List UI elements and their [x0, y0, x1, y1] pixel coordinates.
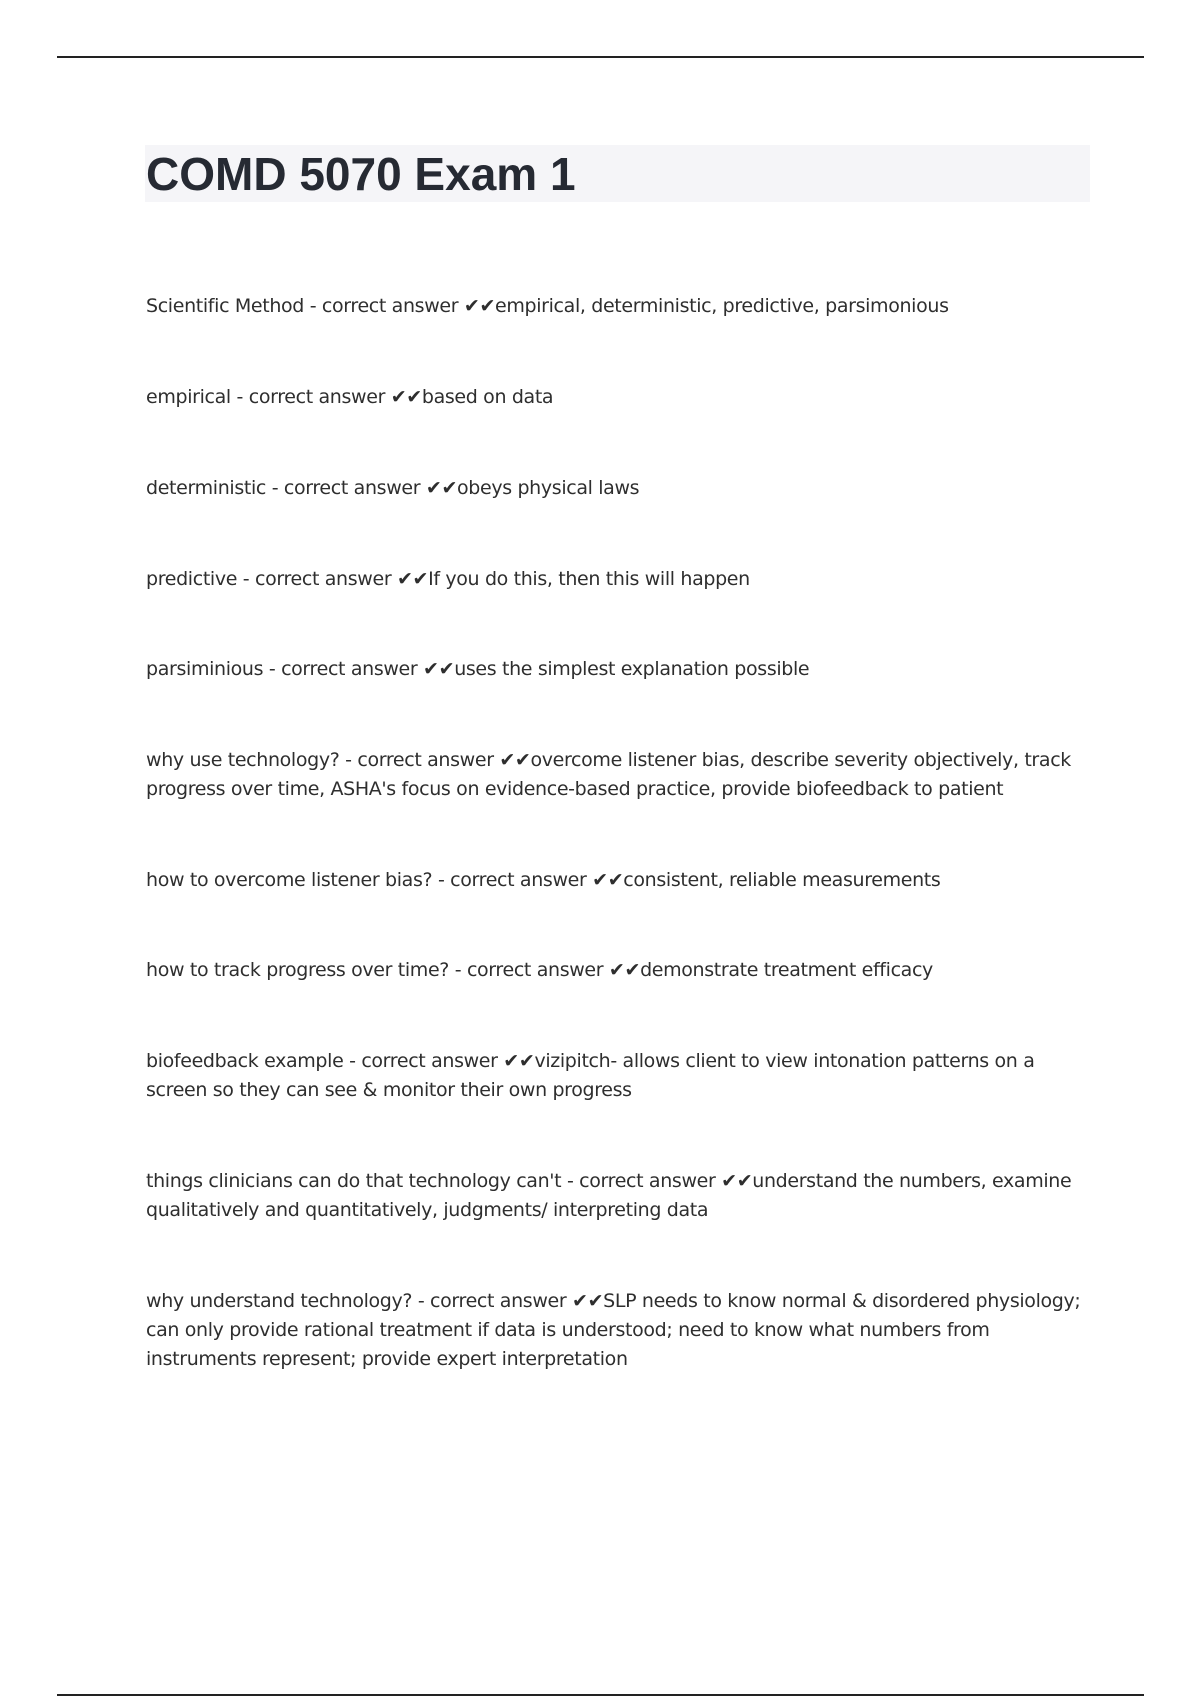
qa-term: predictive	[146, 568, 238, 590]
correct-answer-marker: correct answer ✔✔	[281, 658, 455, 680]
qa-answer: vizipitch- allows client to view intonation patterns on a screen so they can see & monitor their own progress	[146, 1050, 1035, 1101]
qa-item	[146, 474, 1091, 503]
qa-separator: -	[304, 295, 322, 317]
correct-answer-marker: correct answer ✔✔	[361, 1050, 535, 1072]
qa-item	[146, 1047, 1091, 1105]
qa-term: parsiminious	[146, 658, 264, 680]
correct-answer-marker: correct answer ✔✔	[248, 386, 422, 408]
correct-answer-marker: correct answer ✔✔	[254, 568, 429, 590]
qa-item	[146, 1167, 1091, 1225]
qa-item	[146, 292, 1091, 321]
bottom-rule	[57, 1694, 1144, 1696]
qa-answer: obeys physical laws	[457, 477, 640, 499]
qa-term: Scientific Method	[146, 295, 305, 317]
qa-separator: -	[412, 1290, 431, 1312]
qa-separator: -	[339, 749, 358, 771]
qa-separator: -	[449, 959, 467, 981]
correct-answer-marker: correct answer ✔✔	[357, 749, 531, 771]
qa-term: things clinicians can do that technology can't	[146, 1170, 562, 1192]
top-rule	[57, 56, 1144, 58]
qa-answer: demonstrate treatment efficacy	[640, 959, 933, 981]
qa-term: deterministic	[146, 477, 266, 499]
qa-separator: -	[266, 477, 284, 499]
qa-item	[146, 655, 1091, 684]
qa-answer: based on data	[421, 386, 554, 408]
qa-term: why use technology?	[146, 749, 340, 771]
qa-item	[146, 956, 1091, 985]
qa-separator: -	[561, 1170, 580, 1192]
qa-separator: -	[343, 1050, 362, 1072]
qa-separator: -	[237, 568, 255, 590]
qa-term: empirical	[146, 386, 231, 408]
correct-answer-marker: correct answer ✔✔	[430, 1290, 604, 1312]
qa-item	[146, 866, 1091, 895]
correct-answer-marker: correct answer ✔✔	[466, 959, 641, 981]
qa-answer: understand the numbers, examine qualitatively and quantitatively, judgments/ interpreting data	[146, 1170, 1072, 1221]
qa-item	[146, 383, 1091, 412]
qa-separator: -	[432, 869, 451, 891]
correct-answer-marker: correct answer ✔✔	[283, 477, 458, 499]
qa-answer: SLP needs to know normal & disordered physiology; can only provide rational treatment if data is understood; need to know what numbers from instruments represent; provide expert interpretation	[146, 1290, 1081, 1370]
correct-answer-marker: correct answer ✔✔	[579, 1170, 753, 1192]
qa-answer: overcome listener bias, describe severity objectively, track progress over time, ASHA's focus on evidence-based practice, provide biofeedback to patient	[146, 749, 1071, 800]
qa-term: how to track progress over time?	[146, 959, 450, 981]
correct-answer-marker: correct answer ✔✔	[321, 295, 496, 317]
qa-term: biofeedback example	[146, 1050, 344, 1072]
qa-item	[146, 746, 1091, 804]
qa-separator: -	[263, 658, 282, 680]
qa-answer: consistent, reliable measurements	[623, 869, 941, 891]
qa-term: how to overcome listener bias?	[146, 869, 433, 891]
qa-answer: If you do this, then this will happen	[428, 568, 750, 590]
qa-answer: empirical, deterministic, predictive, parsimonious	[495, 295, 949, 317]
page-title: COMD 5070 Exam 1	[146, 148, 576, 200]
qa-item	[146, 1287, 1091, 1374]
correct-answer-marker: correct answer ✔✔	[450, 869, 624, 891]
qa-answer: uses the simplest explanation possible	[454, 658, 810, 680]
qa-separator: -	[230, 386, 249, 408]
qa-term: why understand technology?	[146, 1290, 413, 1312]
qa-item	[146, 565, 1091, 594]
